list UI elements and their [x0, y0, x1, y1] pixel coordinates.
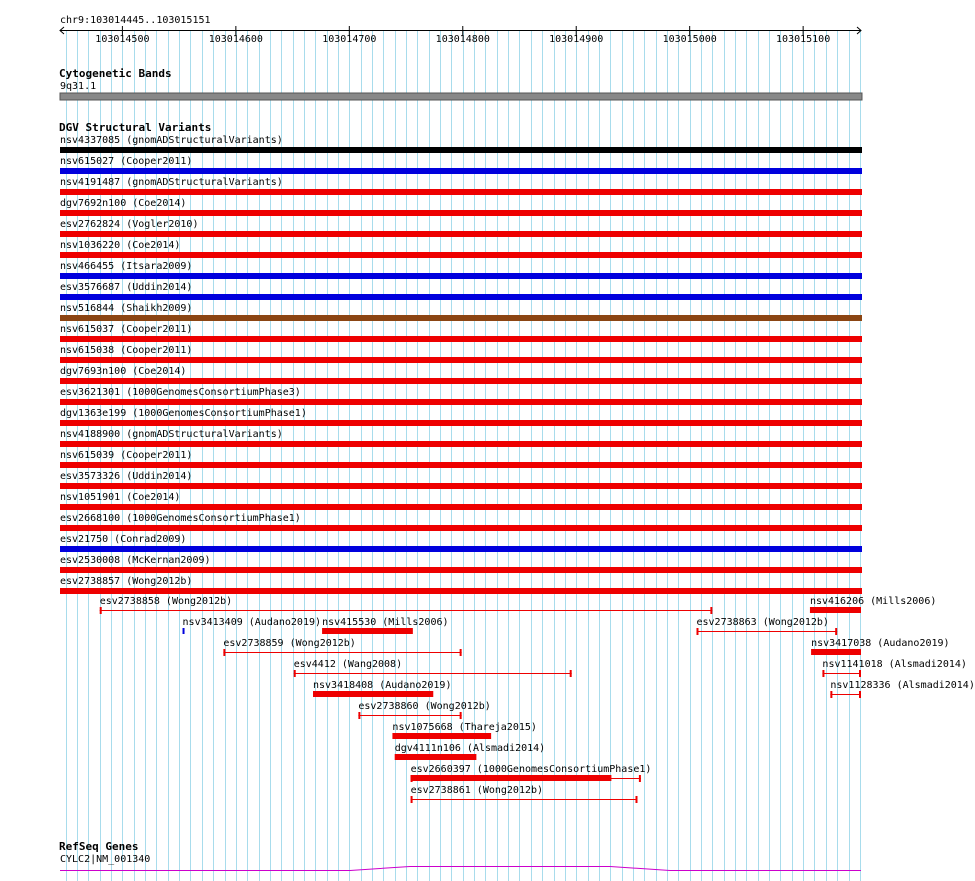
dgv-feature-bar	[395, 754, 477, 760]
dgv-feature-label: nsv3417038 (Audano2019)	[811, 638, 950, 649]
ruler-tick-label: 103014700	[322, 34, 377, 45]
dgv-feature-label: nsv1051901 (Coe2014)	[60, 492, 181, 503]
dgv-feature-bar	[60, 420, 862, 426]
dgv-feature-label: nsv1128336 (Alsmadi2014)	[830, 680, 975, 691]
ruler-tick-label: 103014800	[435, 34, 490, 45]
dgv-feature-bar	[392, 733, 491, 739]
dgv-feature-label: esv2660397 (1000GenomesConsortiumPhase1)	[410, 764, 652, 775]
dgv-feature-label: nsv615038 (Cooper2011)	[60, 345, 193, 356]
dgv-feature-label: esv2530008 (McKernan2009)	[60, 555, 211, 566]
dgv-feature-bar	[60, 462, 862, 468]
dgv-feature-label: esv2762824 (Vogler2010)	[60, 219, 199, 230]
dgv-feature-label: nsv416206 (Mills2006)	[809, 596, 937, 607]
dgv-feature-bar	[60, 504, 862, 510]
cytoband-track-title: Cytogenetic Bands	[59, 67, 172, 80]
refseq-gene-model	[60, 867, 861, 871]
dgv-feature-bar	[60, 567, 862, 573]
dgv-feature-cap	[822, 670, 824, 677]
dgv-feature-bar	[60, 168, 862, 174]
dgv-feature-label: nsv1075668 (Thareja2015)	[392, 722, 537, 733]
dgv-feature-label: esv2668100 (1000GenomesConsortiumPhase1)	[60, 513, 301, 524]
dgv-feature-cap	[635, 796, 637, 803]
dgv-feature-label: esv3576687 (Uddin2014)	[60, 282, 193, 293]
ruler-tick-label: 103015100	[776, 34, 831, 45]
dgv-feature-bar	[60, 546, 862, 552]
dgv-feature-bar	[60, 252, 862, 258]
dgv-feature-label: esv2738857 (Wong2012b)	[60, 576, 193, 587]
dgv-feature-label: nsv4337085 (gnomADStructuralVariants)	[60, 135, 283, 146]
dgv-feature-label: esv3573326 (Uddin2014)	[60, 471, 193, 482]
dgv-feature-label: esv2738858 (Wong2012b)	[99, 596, 233, 607]
dgv-feature-cap	[294, 670, 296, 677]
dgv-feature-cap	[411, 796, 413, 803]
dgv-feature-label: dgv7692n100 (Coe2014)	[60, 198, 187, 209]
dgv-feature-bar	[811, 649, 861, 655]
ruler-tick-label: 103015000	[662, 34, 717, 45]
dgv-feature-label: nsv466455 (Itsara2009)	[60, 261, 193, 272]
dgv-feature-bar	[60, 210, 862, 216]
dgv-feature-label: esv2738859 (Wong2012b)	[223, 638, 356, 649]
cytoband-bar	[60, 93, 862, 100]
cytoband-label: 9q31.1	[60, 81, 97, 92]
dgv-feature-cap	[570, 670, 572, 677]
dgv-feature-cap	[859, 670, 861, 677]
dgv-feature-cap	[710, 607, 712, 614]
dgv-track-title: DGV Structural Variants	[59, 121, 212, 134]
dgv-feature-label: nsv4191487 (gnomADStructuralVariants)	[60, 177, 283, 188]
dgv-feature-cap	[460, 649, 462, 656]
dgv-feature-cap	[696, 628, 698, 635]
dgv-feature-cap	[100, 607, 102, 614]
dgv-feature-cap	[358, 712, 360, 719]
dgv-feature-bar	[183, 628, 185, 634]
dgv-feature-label: nsv615039 (Cooper2011)	[60, 450, 193, 461]
dgv-feature-bar	[60, 231, 862, 237]
dgv-feature-label: esv2738860 (Wong2012b)	[358, 701, 491, 712]
dgv-feature-label: esv2738861 (Wong2012b)	[410, 785, 544, 796]
dgv-feature-bar	[60, 357, 862, 363]
dgv-feature-bar	[810, 607, 861, 613]
region-label: chr9:103014445..103015151	[60, 15, 211, 26]
refseq-gene-label: CYLC2|NM_001340	[60, 854, 151, 865]
ruler-tick-label: 103014600	[208, 34, 263, 45]
refseq-track-title: RefSeq Genes	[59, 840, 139, 853]
dgv-feature-bar	[60, 315, 862, 321]
dgv-feature-bar	[60, 483, 862, 489]
dgv-feature-label: esv2738863 (Wong2012b)	[696, 617, 829, 628]
dgv-feature-cap	[830, 691, 832, 698]
dgv-feature-label: esv3621301 (1000GenomesConsortiumPhase3)	[60, 387, 301, 398]
dgv-feature-bar	[60, 525, 862, 531]
dgv-feature-cap	[223, 649, 225, 656]
dgv-feature-bar	[60, 273, 862, 279]
dgv-feature-bar	[411, 775, 612, 781]
dgv-feature-bar	[60, 399, 862, 405]
dgv-feature-label: esv4412 (Wang2008)	[293, 659, 403, 670]
ruler-tick-label: 103014900	[549, 34, 604, 45]
dgv-feature-label: nsv615027 (Cooper2011)	[60, 156, 193, 167]
dgv-feature-label: dgv1363e199 (1000GenomesConsortiumPhase1)	[60, 408, 307, 419]
dgv-feature-label: nsv4188900 (gnomADStructuralVariants)	[60, 429, 283, 440]
dgv-feature-label: nsv516844 (Shaikh2009)	[60, 303, 193, 314]
dgv-feature-bar	[60, 147, 862, 153]
dgv-feature-label: nsv615037 (Cooper2011)	[60, 324, 193, 335]
dgv-feature-cap	[835, 628, 837, 635]
dgv-feature-label: nsv415530 (Mills2006)	[322, 617, 449, 628]
dgv-feature-cap	[639, 775, 641, 782]
dgv-feature-cap	[460, 712, 462, 719]
dgv-feature-label: nsv1141018 (Alsmadi2014)	[822, 659, 967, 670]
dgv-feature-bar	[60, 294, 862, 300]
dgv-feature-label: esv21750 (Conrad2009)	[60, 534, 187, 545]
dgv-feature-label: dgv7693n100 (Coe2014)	[60, 366, 187, 377]
dgv-feature-label: nsv3413409 (Audano2019)	[182, 617, 322, 628]
dgv-feature-bar	[60, 378, 862, 384]
dgv-feature-bar	[60, 189, 862, 195]
dgv-feature-label: nsv3418408 (Audano2019)	[313, 680, 452, 691]
dgv-feature-bar	[60, 441, 862, 447]
dgv-feature-bar	[60, 336, 862, 342]
dgv-feature-bar	[313, 691, 433, 697]
ruler-tick-label: 103014500	[95, 34, 150, 45]
dgv-feature-bar	[322, 628, 413, 634]
dgv-feature-label: dgv4111n106 (Alsmadi2014)	[394, 743, 546, 754]
dgv-feature-cap	[859, 691, 861, 698]
dgv-feature-label: nsv1036220 (Coe2014)	[60, 240, 181, 251]
